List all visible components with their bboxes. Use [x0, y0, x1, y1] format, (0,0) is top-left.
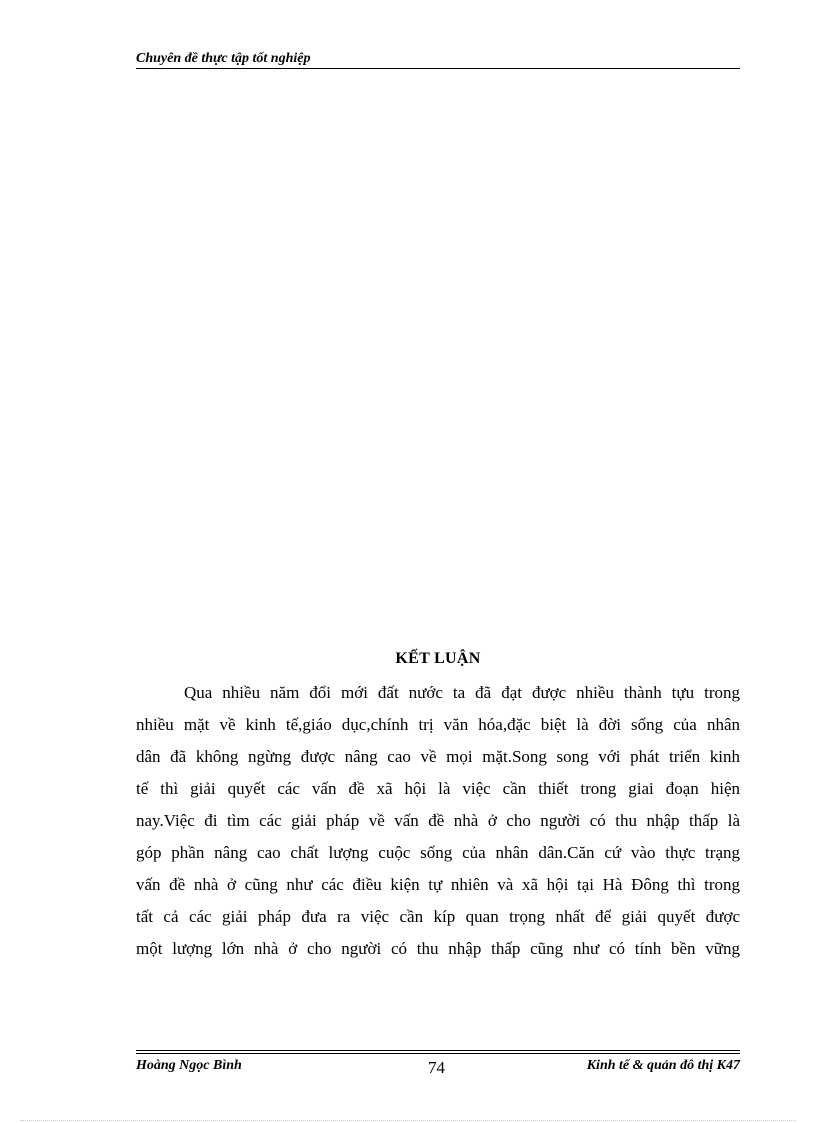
paragraph-line: tế thì giải quyết các vấn đề xã hội là việc cần thiết trong giai đoạn hiện	[136, 779, 740, 798]
paragraph-line: góp phần nâng cao chất lượng cuộc sống của nhân dân.Căn cứ vào thực trạng	[136, 843, 740, 862]
paragraph-line: vấn đề nhà ở cũng như các điều kiện tự nhiên và xã hội tại Hà Đông thì trong	[136, 875, 740, 894]
paragraph-line: một lượng lớn nhà ở cho người có thu nhập thấp cũng như có tính bền vững	[136, 939, 740, 958]
section-heading: KẾT LUẬN	[395, 650, 481, 667]
page-edge-divider	[20, 1120, 796, 1121]
conclusion-paragraph	[136, 677, 740, 965]
footer-rule	[136, 1050, 740, 1051]
page-footer	[136, 1050, 740, 1080]
paragraph-line: dân đã không ngừng được nâng cao về mọi mặt.Song song với phát triển kinh	[136, 747, 740, 766]
paragraph-line: nhiều mặt về kinh tế,giáo dục,chính trị văn hóa,đặc biệt là đời sống của nhân	[136, 715, 740, 734]
footer-rule	[136, 1053, 740, 1054]
paragraph-line: nay.Việc đi tìm các giải pháp về vấn đề nhà ở cho người có thu nhập thấp là	[136, 811, 740, 830]
footer-department: Kinh tế & quản đô thị K47	[586, 1058, 740, 1073]
header-title: Chuyên đề thực tập tốt nghiệp	[136, 51, 311, 66]
paragraph-line: Qua nhiều năm đổi mới đất nước ta đã đạt được nhiều thành tựu trong	[184, 683, 740, 702]
page-header	[136, 50, 740, 70]
page-number: 74	[428, 1058, 445, 1077]
header-rule	[136, 68, 740, 69]
footer-author: Hoàng Ngọc Bình	[136, 1058, 242, 1073]
paragraph-line: tất cả các giải pháp đưa ra việc cần kíp quan trọng nhất để giải quyết được	[136, 907, 740, 926]
